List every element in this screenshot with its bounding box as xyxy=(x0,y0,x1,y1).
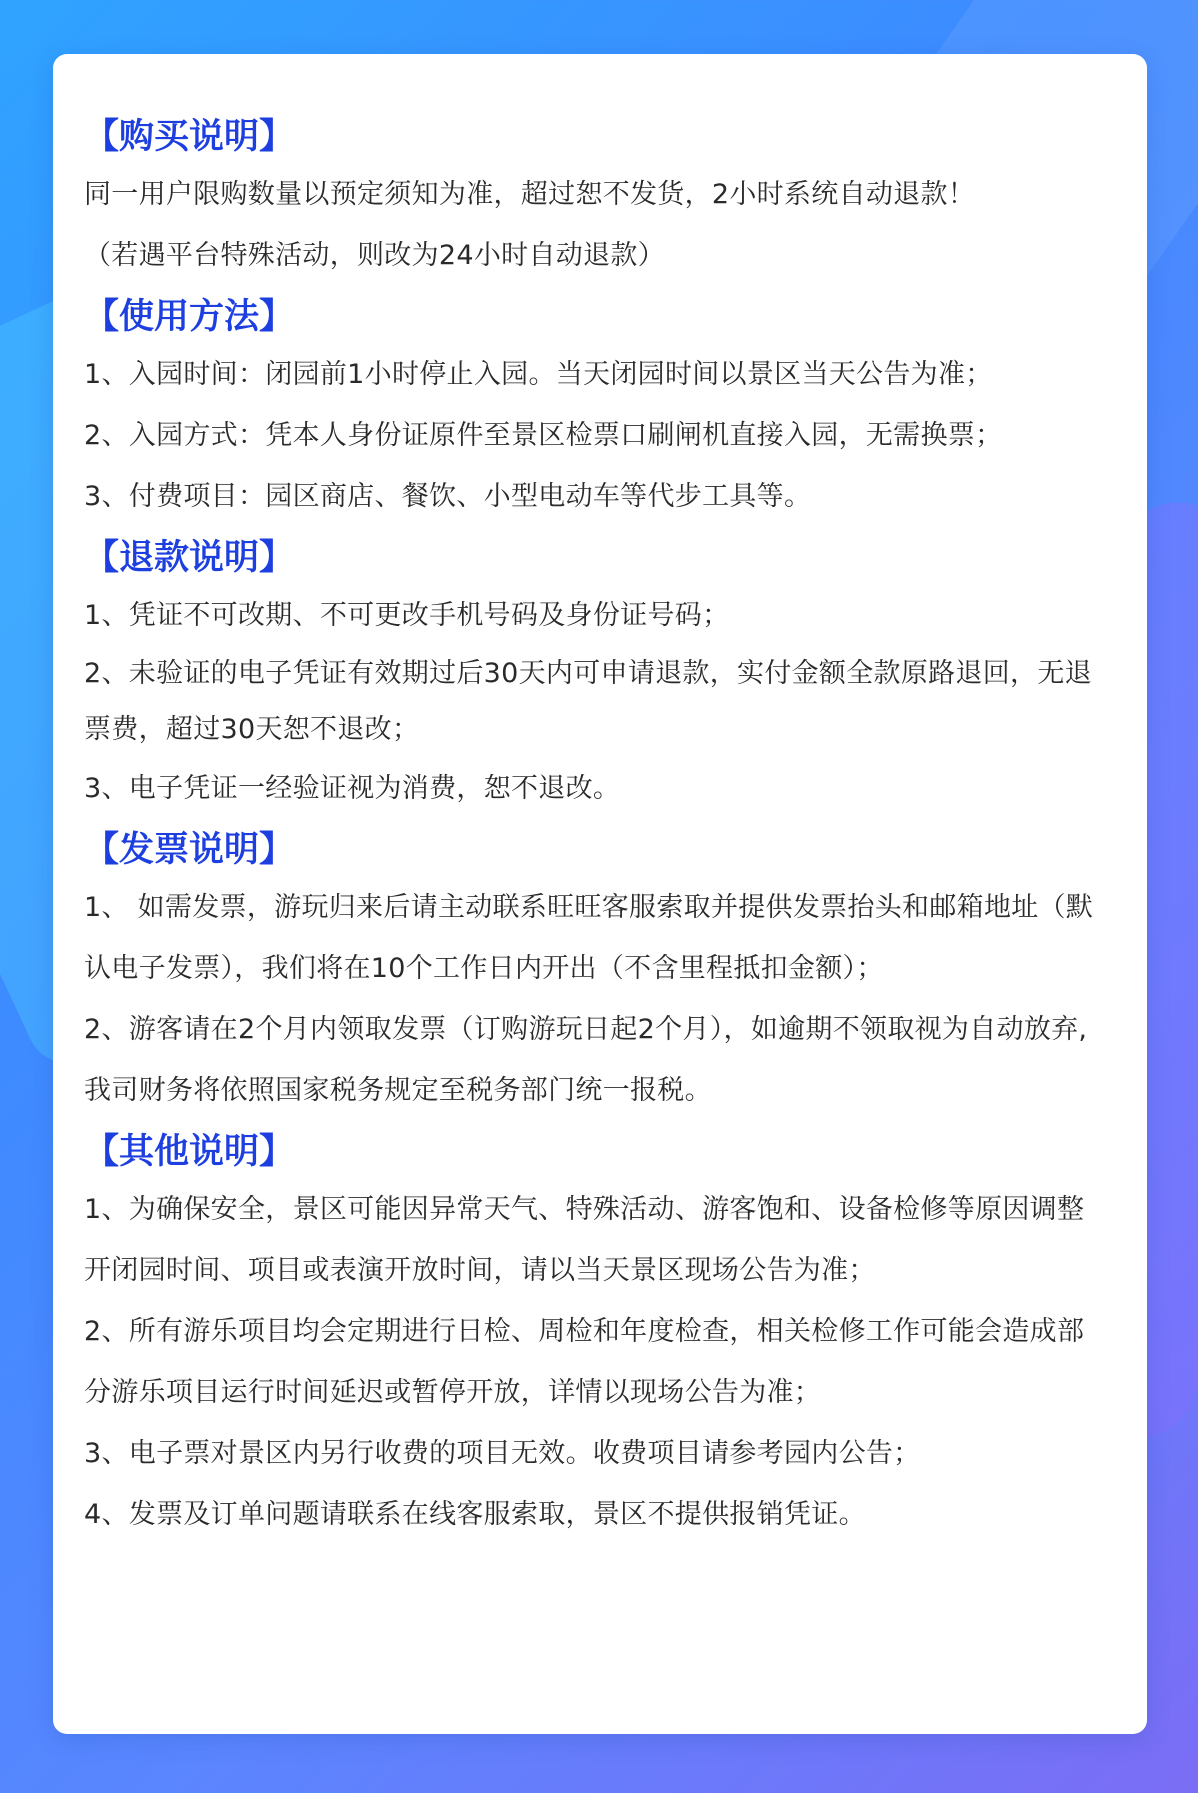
paragraph: 3、电子凭证一经验证视为消费，恕不退改。 xyxy=(84,773,621,804)
paragraph: 3、电子票对景区内另行收费的项目无效。收费项目请参考园内公告； xyxy=(84,1438,921,1469)
section-title: 【使用方法】 xyxy=(84,297,295,337)
section-title: 【发票说明】 xyxy=(84,830,295,870)
paragraph: （若遇平台特殊活动，则改为24小时自动退款） xyxy=(84,240,665,271)
section-invoice-notes xyxy=(84,823,1111,1121)
paragraph: 同一用户限购数量以预定须知为准，超过恕不发货，2小时系统自动退款！ xyxy=(84,179,976,210)
paragraph: 2、游客请在2个月内领取发票（订购游玩日起2个月），如逾期不领取视为自动放弃,我司财务将依照国家税务规定至税务部门统一报税。 xyxy=(84,1014,1088,1106)
paragraph: 1、凭证不可改期、不可更改手机号码及身份证号码； xyxy=(84,600,730,631)
paragraph: 4、发票及订单问题请联系在线客服索取，景区不提供报销凭证。 xyxy=(84,1499,866,1530)
paragraph: 2、所有游乐项目均会定期进行日检、周检和年度检查，相关检修工作可能会造成部分游乐项目运行时间延迟或暂停开放，详情以现场公告为准； xyxy=(84,1316,1085,1408)
paragraph: 2、入园方式：凭本人身份证原件至景区检票口刷闸机直接入园，无需换票； xyxy=(84,420,1003,451)
section-title: 【购买说明】 xyxy=(84,117,295,157)
paragraph: 2、未验证的电子凭证有效期过后30天内可申请退款，实付金额全款原路退回，无退票费，超过30天恕不退改； xyxy=(84,658,1092,745)
section-purchase-notes xyxy=(84,110,1111,286)
section-usage-method xyxy=(84,290,1111,527)
paragraph: 1、为确保安全，景区可能因异常天气、特殊活动、游客饱和、设备检修等原因调整开闭园时间、项目或表演开放时间，请以当天景区现场公告为准； xyxy=(84,1194,1085,1286)
section-refund-notes xyxy=(84,531,1111,819)
notice-card xyxy=(53,54,1147,1734)
section-title: 【其他说明】 xyxy=(84,1132,295,1172)
section-other-notes xyxy=(84,1125,1111,1545)
paragraph: 3、付费项目：园区商店、餐饮、小型电动车等代步工具等。 xyxy=(84,481,812,512)
paragraph: 1、 如需发票，游玩归来后请主动联系旺旺客服索取并提供发票抬头和邮箱地址（默认电子发票），我们将在10个工作日内开出（不含里程抵扣金额）； xyxy=(84,892,1094,984)
section-title: 【退款说明】 xyxy=(84,538,295,578)
paragraph: 1、入园时间：闭园前1小时停止入园。当天闭园时间以景区当天公告为准； xyxy=(84,359,993,390)
